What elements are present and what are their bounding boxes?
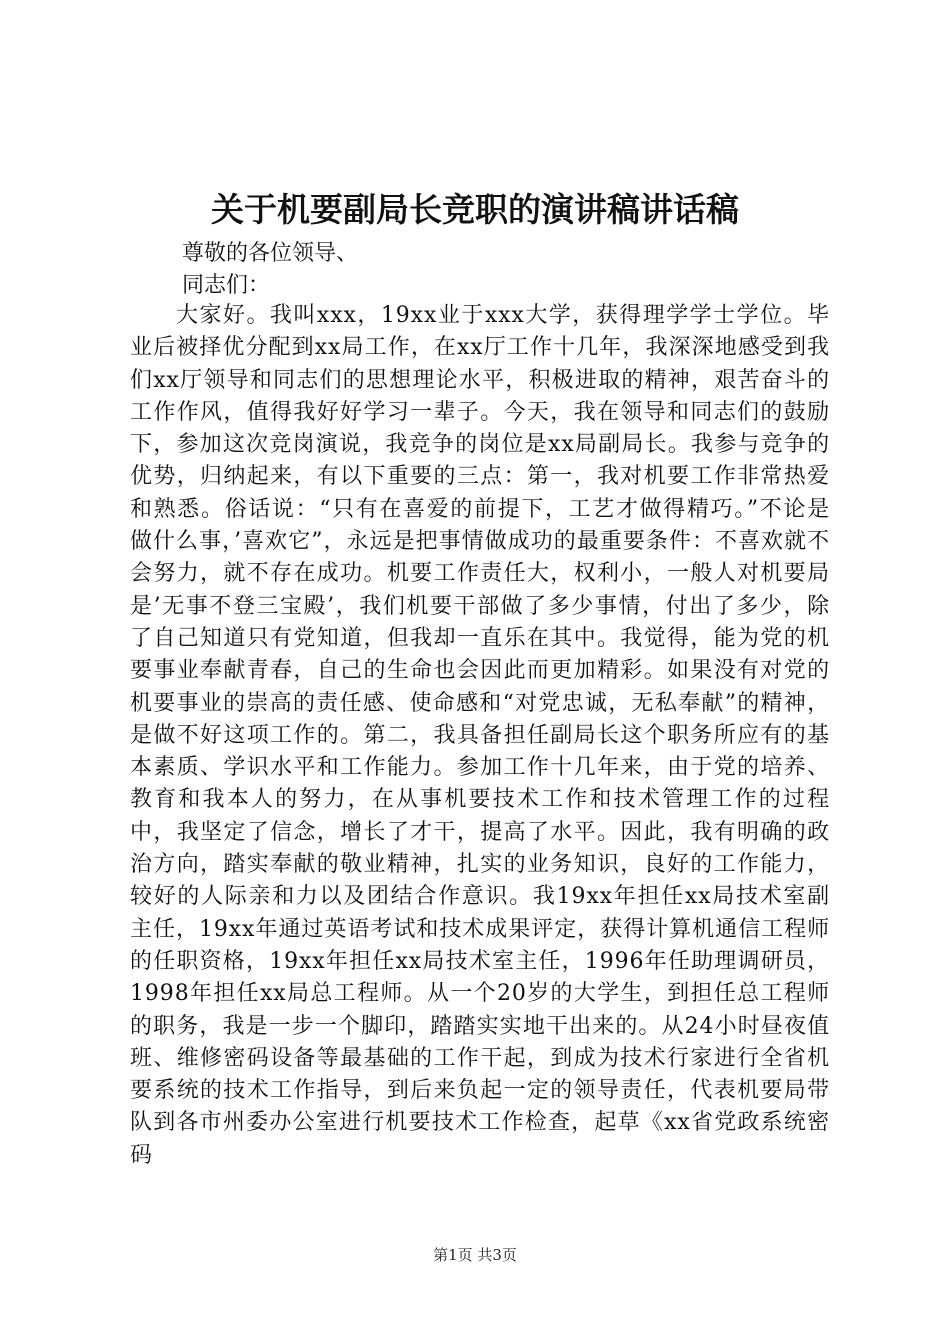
salutation-line-1: 尊敬的各位领导、 bbox=[182, 241, 359, 266]
body-paragraph: 大家好。我叫xxx，19xx业于xxx大学，获得理学学士学位。毕业后被择优分配到xx局工作，在xx厅工作十几年，我深深地感受到我们xx厅领导和同志们的思想理论水平，积极进取的精神，艰苦奋斗的工作作风，值得我好好学习一辈子。今天，我在领导和同志们的鼓励下，参加这次竞岗演说，我竞争的岗位是xx局副局长。我参与竞争的优势，归纳起来，有以下重要的三点：第一，我对机要工作非常热爱和熟悉。俗话说：“只有在喜爱的前提下，工艺才做得精巧。”不论是做什么事，’喜欢它”，永远是把事情做成功的最重要条件：不喜欢就不会努力，就不存在成功。机要工作责任大，权利小，一般人对机要局是’无事不登三宝殿’，我们机要干部做了多少事情，付出了多少，除了自己知道只有党知道，但我却一直乐在其中。我觉得，能为党的机要事业奉献青春，自己的生命也会因此而更加精彩。如果没有对党的机要事业的崇高的责任感、使命感和“对党忠诚，无私奉献”的精神，是做不好这项工作的。第二，我具备担任副局长这个职务所应有的基本素质、学识水平和工作能力。参加工作十几年来，由于党的培养、教育和我本人的努力，在从事机要技术工作和技术管理工作的过程中，我坚定了信念，增长了才干，提高了水平。因此，我有明确的政治方向，踏实奉献的敬业精神，扎实的业务知识，良好的工作能力，较好的人际亲和力以及团结合作意识。我19xx年担任xx局技术室副主任，19xx年通过英语考试和技术成果评定，获得计算机通信工程师的任职资格，19xx年担任xx局技术室主任，1996年任助理调研员，1998年担任xx局总工程师。从一个20岁的大学生，到担任总工程师的职务，我是一步一个脚印，踏踏实实地干出来的。从24小时昼夜值班、维修密码设备等最基础的工作干起，到成为技术行家进行全省机要系统的技术工作指导，到后来负起一定的领导责任，代表机要局带队到各市州委办公室进行机要技术工作检查，起草《xx省党政系统密码 bbox=[130, 303, 830, 1168]
page-footer: 第1页 共3页 bbox=[433, 1246, 517, 1264]
salutation-line-2: 同志们： bbox=[182, 273, 271, 298]
document-title: 关于机要副局长竞职的演讲稿讲话稿 bbox=[211, 190, 739, 229]
